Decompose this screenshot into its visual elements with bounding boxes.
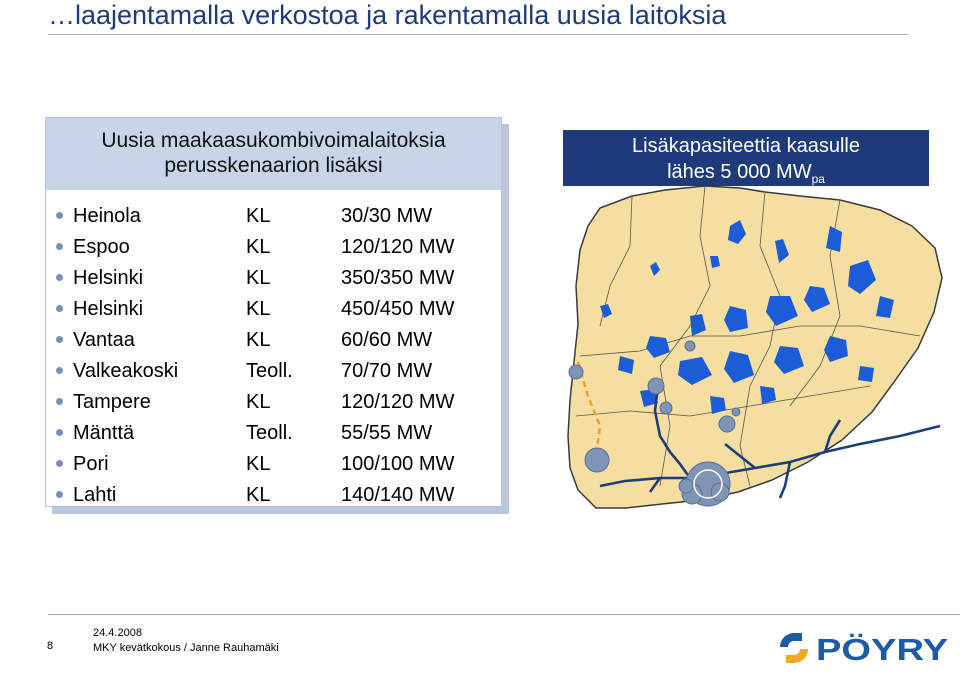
bullet-icon <box>56 274 63 281</box>
poyry-logo-icon <box>780 633 808 663</box>
plant-marker-valkeakoski <box>660 402 672 414</box>
plant-city: Helsinki <box>73 298 144 320</box>
plant-list-box <box>45 117 502 507</box>
plant-marker-espoo <box>679 479 693 493</box>
bullet-icon <box>56 243 63 250</box>
plant-city: Mänttä <box>73 422 135 444</box>
plant-type: Teoll. <box>246 360 293 382</box>
poyry-logo-wordmark: PÖYRY <box>816 632 949 665</box>
plant-capacity: 120/120 MW <box>341 391 455 413</box>
plant-list-header-line2: perusskenaarion lisäksi <box>164 154 383 177</box>
plant-capacity: 55/55 MW <box>341 422 433 444</box>
footer-divider <box>48 614 960 615</box>
bullet-icon <box>56 336 63 343</box>
plant-marker-tampere <box>648 378 664 394</box>
plant-type: KL <box>246 267 271 289</box>
plant-capacity: 450/450 MW <box>341 298 455 320</box>
page-title: …laajentamalla verkostoa ja rakentamalla uusia laitoksia <box>48 0 727 30</box>
plant-city: Heinola <box>73 205 141 227</box>
page-number: 8 <box>47 640 54 652</box>
bullet-icon <box>56 491 63 498</box>
plant-type: KL <box>246 484 271 506</box>
plant-capacity: 120/120 MW <box>341 236 455 258</box>
plant-list-header-line1: Uusia maakaasukombivoimalaitoksia <box>101 129 446 152</box>
bullet-icon <box>56 212 63 219</box>
plant-capacity: 100/100 MW <box>341 453 455 475</box>
bullet-icon <box>56 398 63 405</box>
plant-type: Teoll. <box>246 422 293 444</box>
plant-city: Lahti <box>73 484 117 506</box>
map-caption-box <box>563 130 929 186</box>
map-caption-value: lähes 5 000 MW <box>667 161 812 183</box>
plant-marker-heinola <box>732 408 740 416</box>
plant-type: KL <box>246 391 271 413</box>
map-caption-line1: Lisäkapasiteettia kaasulle <box>632 135 860 157</box>
footer-date: 24.4.2008 <box>93 627 142 639</box>
finland-gas-network-map <box>540 186 958 516</box>
plant-city: Valkeakoski <box>73 360 179 382</box>
plant-type: KL <box>246 453 271 475</box>
bullet-icon <box>56 429 63 436</box>
title-divider <box>48 34 908 35</box>
footer-meeting: MKY kevätkokous / Janne Rauhamäki <box>93 642 279 654</box>
bullet-icon <box>56 460 63 467</box>
plant-capacity: 70/70 MW <box>341 360 433 382</box>
plant-type: KL <box>246 205 271 227</box>
plant-city: Pori <box>73 453 109 475</box>
plant-city: Espoo <box>73 236 130 258</box>
plant-capacity: 60/60 MW <box>341 329 433 351</box>
bullet-icon <box>56 367 63 374</box>
plant-city: Tampere <box>73 391 151 413</box>
plant-marker-lahti <box>719 416 735 432</box>
plant-type: KL <box>246 298 271 320</box>
plant-capacity: 30/30 MW <box>341 205 433 227</box>
plant-city: Vantaa <box>73 329 135 351</box>
poyry-logo <box>778 631 950 665</box>
bullet-icon <box>56 305 63 312</box>
plant-type: KL <box>246 236 271 258</box>
plant-list-header <box>46 118 501 190</box>
plant-capacity: 140/140 MW <box>341 484 455 506</box>
plant-type: KL <box>246 329 271 351</box>
land-area <box>568 186 942 508</box>
map-caption-subscript: pa <box>811 172 825 186</box>
plant-marker-manttaa <box>685 341 695 351</box>
plant-marker-kotka <box>569 365 583 379</box>
plant-marker-pori <box>585 448 609 472</box>
plant-capacity: 350/350 MW <box>341 267 455 289</box>
plant-city: Helsinki <box>73 267 144 289</box>
